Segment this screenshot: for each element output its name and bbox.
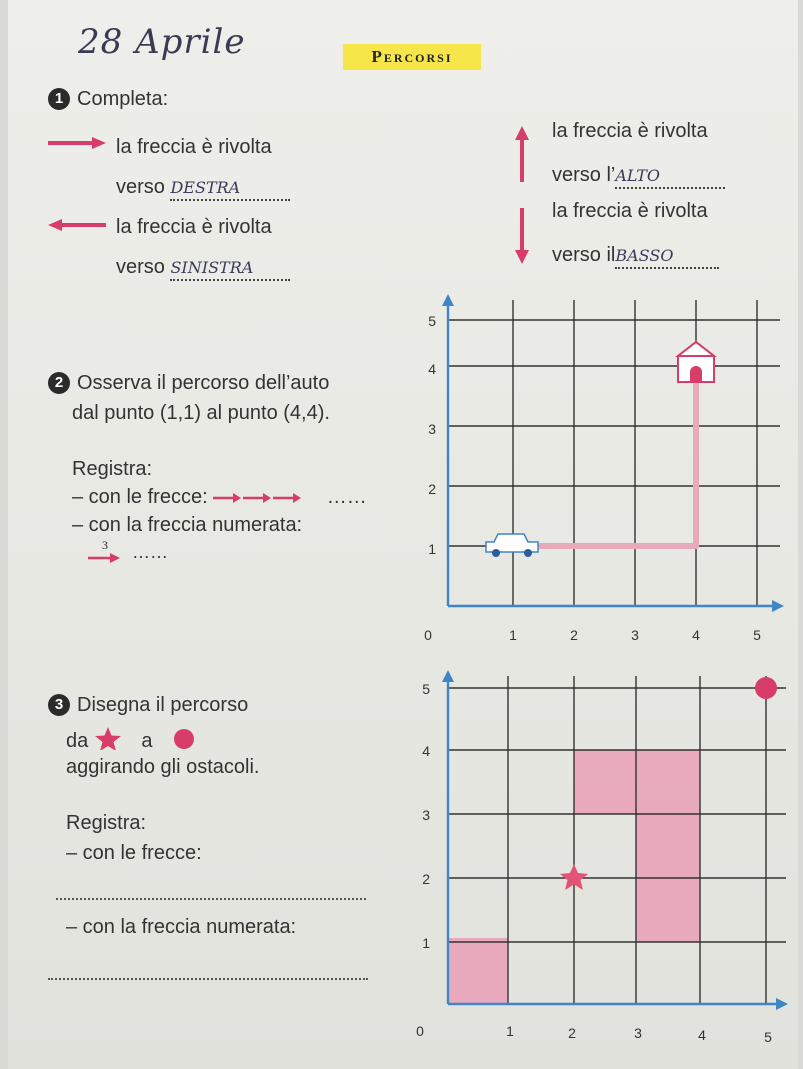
ex1-item-down-text: la freccia è rivolta: [552, 200, 708, 222]
grid-2-y-tick-2: 2: [422, 871, 430, 887]
ex1-item-right-text: la freccia è rivolta: [116, 136, 272, 158]
triple-arrow-icon: [213, 492, 303, 504]
arrow-right-icon: [46, 136, 108, 150]
grid-2-obstacles: [400, 666, 792, 1062]
ex1-item-down-answer: BASSO: [615, 246, 674, 265]
grid-1-axes: [442, 294, 784, 612]
grid-1-x-tick-0: 0: [424, 627, 432, 643]
grid-1-y-tick-2: 2: [428, 481, 436, 497]
numbered-arrow-icon: [88, 552, 122, 564]
exercise-3-to-label: a: [141, 730, 153, 752]
grid-1-x-tick-3: 3: [631, 627, 639, 643]
grid-1-y-tick-1: 1: [428, 541, 436, 557]
grid-1-x-tick-5: 5: [753, 627, 761, 643]
grid-2-x-tick-0: 0: [416, 1023, 424, 1039]
page-title: Percorsi: [371, 47, 453, 66]
ex1-item-left-answer-line: [116, 256, 290, 281]
ex1-item-down-prefix: verso il: [552, 244, 616, 266]
grid-1-lines: [448, 300, 780, 606]
exercise-2-line1: [48, 372, 329, 395]
ex1-item-left-prefix: verso: [116, 256, 165, 278]
grid-2-y-tick-5: 5: [422, 681, 430, 697]
ex1-item-down-blank[interactable]: [615, 244, 719, 269]
ex1-item-right-blank[interactable]: [170, 176, 290, 201]
ex1-item-left-blank[interactable]: [170, 256, 290, 281]
ex1-item-up-text: la freccia è rivolta: [552, 120, 708, 142]
arrow-down-icon: [514, 206, 530, 266]
grid-2-x-tick-2: 2: [568, 1025, 576, 1041]
ex1-item-up-blank[interactable]: [615, 164, 725, 189]
car-icon: [486, 534, 538, 557]
grid-1-y-tick-5: 5: [428, 313, 436, 329]
ex1-item-right-prefix: verso: [116, 176, 165, 198]
exercise-3-instruction: Disegna il percorso: [77, 694, 249, 716]
exercise-2-option-arrows-label: – con le frecce:: [72, 486, 208, 508]
ex1-item-down-answer-line: [552, 244, 719, 269]
grid-2-x-tick-1: 1: [506, 1023, 514, 1039]
numbered-arrow-row: [88, 540, 198, 570]
exercise-2-instruction: Osserva il percorso dell’auto: [77, 372, 330, 394]
numbered-arrow-blank[interactable]: ……: [132, 542, 168, 562]
grid-2-y-tick-4: 4: [422, 743, 430, 759]
exercise-2-number: 2: [48, 372, 70, 394]
dot-icon: [172, 727, 200, 751]
house-icon: [678, 342, 714, 382]
title-banner: [343, 44, 481, 70]
exercise-1-number: 1: [48, 88, 70, 110]
star-icon: [94, 726, 122, 750]
grid-1-x-tick-4: 4: [692, 627, 700, 643]
exercise-3-line1: [48, 694, 248, 717]
grid-1-y-tick-4: 4: [428, 361, 436, 377]
exercise-3-line2: [66, 726, 200, 753]
ex1-item-right-answer: DESTRA: [170, 178, 241, 197]
ex1-item-up-answer: ALTO: [615, 166, 661, 185]
ex1-item-right-answer-line: [116, 176, 290, 201]
grid-1-route: [400, 290, 792, 650]
exercise-3-answer-line-2[interactable]: [48, 978, 368, 980]
grid-2-x-tick-5: 5: [764, 1029, 772, 1045]
exercise-3-option-arrows: – con le frecce:: [66, 842, 202, 864]
exercise-2-option-arrows: [72, 486, 367, 509]
grid-1-y-tick-3: 3: [428, 421, 436, 437]
workbook-page: [8, 0, 798, 1069]
grid-2-dot-icon: [755, 677, 777, 699]
exercise-3-line3: aggirando gli ostacoli.: [66, 756, 260, 778]
ex1-item-up-answer-line: [552, 164, 725, 189]
exercise-2-option-numbered: – con la freccia numerata:: [72, 514, 303, 536]
exercise-3-option-numbered: – con la freccia numerata:: [66, 916, 297, 938]
grid-2-x-tick-4: 4: [698, 1027, 706, 1043]
car-path: [513, 366, 696, 546]
exercise-2-registra: Registra:: [72, 458, 153, 480]
exercise-3-from-label: da: [66, 730, 89, 752]
arrow-left-icon: [46, 218, 108, 232]
grid-2-y-tick-3: 3: [422, 807, 430, 823]
exercise-3-answer-line-1[interactable]: [56, 898, 366, 900]
exercise-3-registra: Registra:: [66, 812, 147, 834]
grid-2-y-tick-1: 1: [422, 935, 430, 951]
ex1-item-left-answer: SINISTRA: [170, 258, 254, 277]
exercise-2-line2: dal punto (1,1) al punto (4,4).: [72, 402, 330, 424]
ex1-item-left-text: la freccia è rivolta: [116, 216, 272, 238]
exercise-1-title: Completa:: [77, 88, 169, 110]
exercise-3-number: 3: [48, 694, 70, 716]
exercise-2-option-arrows-blank[interactable]: ……: [326, 486, 367, 508]
grid-1-x-tick-2: 2: [570, 627, 578, 643]
grid-1-x-tick-1: 1: [509, 627, 517, 643]
exercise-1-heading: [48, 88, 168, 111]
ex1-item-up-prefix: verso l’: [552, 164, 616, 186]
handwritten-date: 28 Aprile: [78, 22, 246, 62]
numbered-arrow-label: 3: [102, 538, 108, 552]
grid-2-x-tick-3: 3: [634, 1025, 642, 1041]
arrow-up-icon: [514, 124, 530, 184]
